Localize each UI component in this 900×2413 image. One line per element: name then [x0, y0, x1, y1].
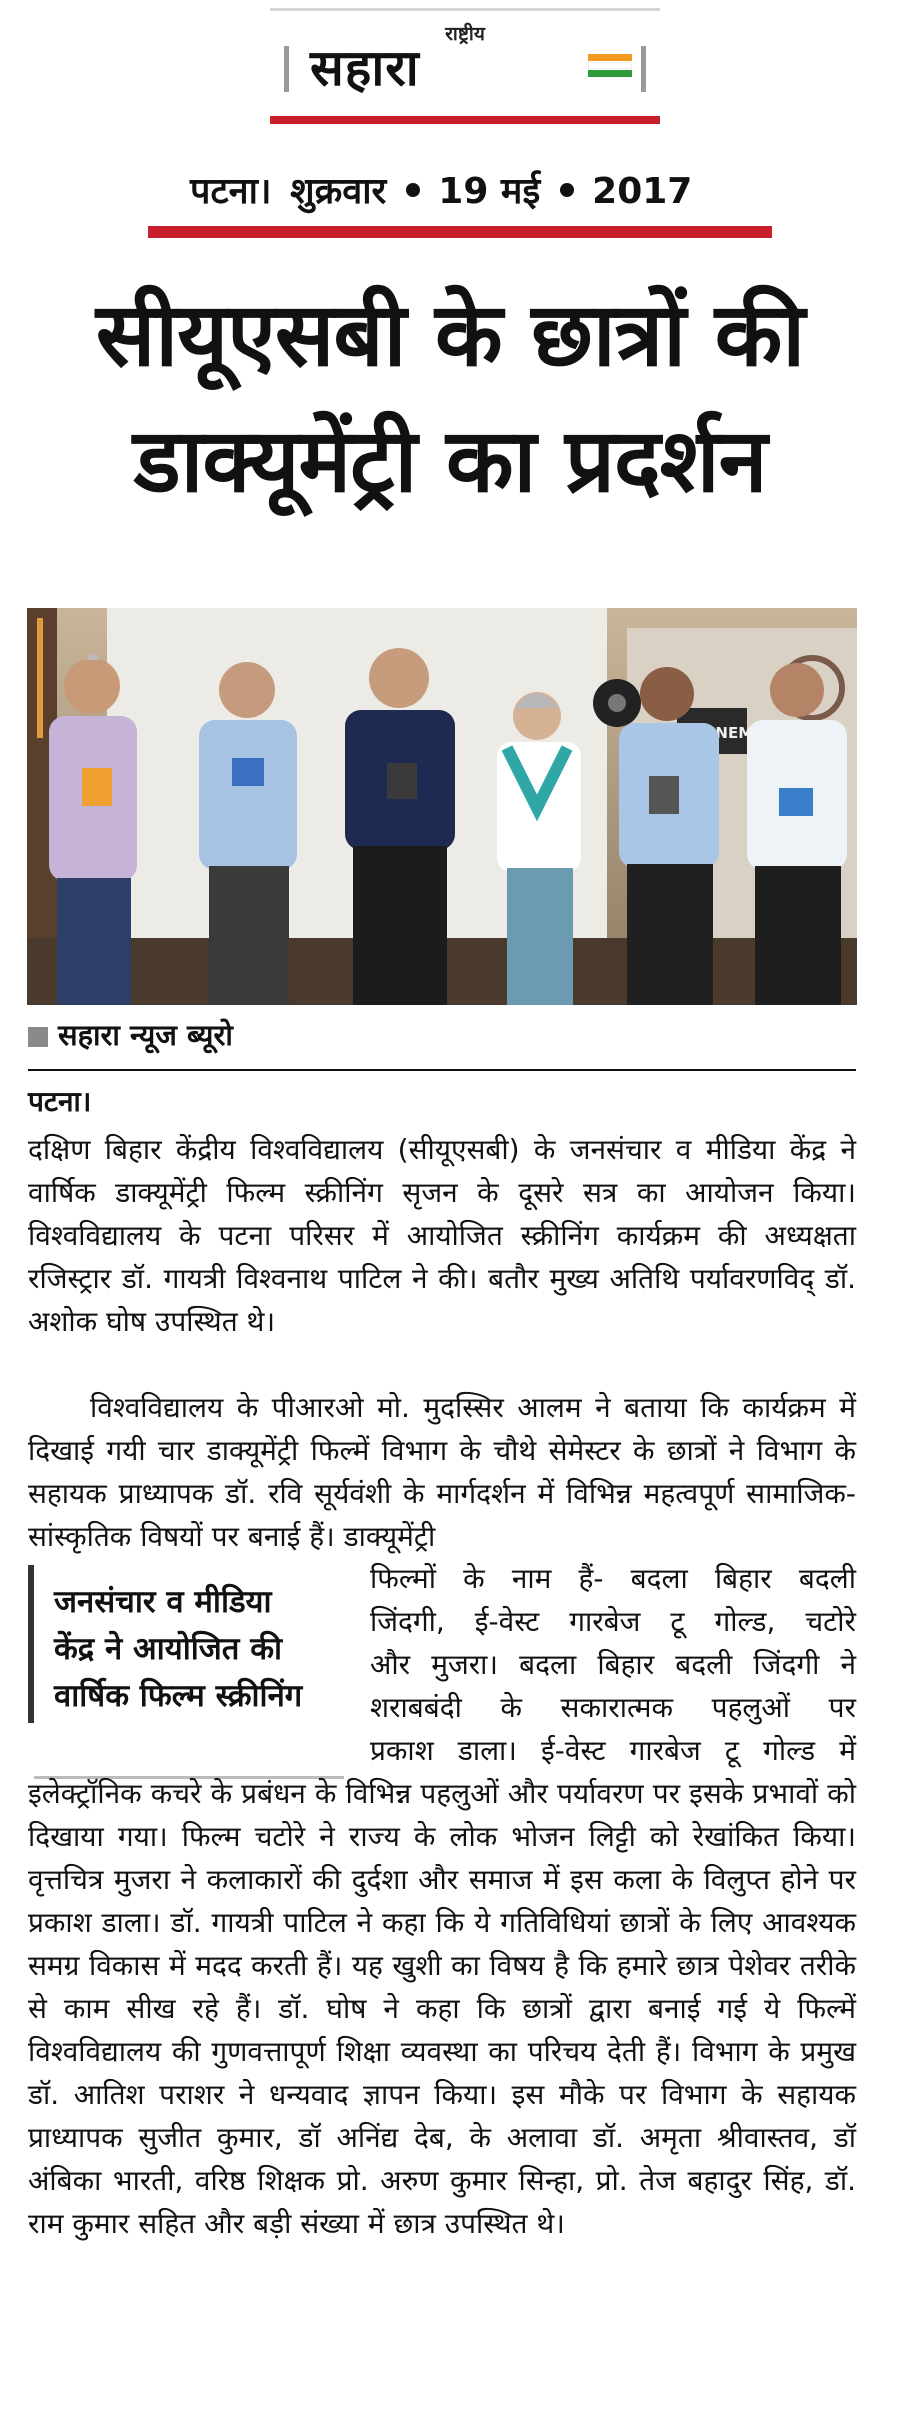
wrapped-line: फिल्मों के नाम हैं- बदला बिहार बदली [370, 1562, 856, 1595]
masthead-red-rule [270, 116, 660, 124]
masthead [270, 8, 660, 126]
dateline-city: पटना। [190, 171, 272, 212]
masthead-bar-right [641, 46, 646, 92]
masthead-prefix: राष्ट्रीय [445, 23, 485, 45]
flag-icon [588, 54, 632, 76]
bullet-icon [406, 183, 420, 197]
event-photo [27, 608, 857, 1005]
pull-quote-line-2: केंद्र ने आयोजित की [54, 1631, 283, 1667]
dateline-red-rule [148, 226, 772, 238]
wrapped-line: जिंदगी, ई-वेस्ट गारबेज टू गोल्ड, चटोरे [370, 1605, 856, 1638]
dateline [190, 165, 698, 214]
headline-line-2: डाक्यूमेंट्री का प्रदर्शन [133, 409, 767, 512]
pull-quote [28, 1565, 350, 1723]
story-dateline: पटना। [28, 1085, 92, 1118]
byline [28, 1015, 233, 1054]
event-photo-illustration [27, 608, 857, 1005]
pull-quote-line-1: जनसंचार व मीडिया [54, 1584, 272, 1620]
pull-quote-text [54, 1579, 302, 1720]
body-wrapped-lines [370, 1557, 856, 1772]
byline-text: सहारा न्यूज ब्यूरो [58, 1018, 233, 1052]
body-paragraph-2: विश्वविद्यालय के पीआरओ मो. मुदस्सिर आलम ने बताया कि कार्यक्रम में दिखाई गयी चार डाक्यूमेंट्री फिल्में विभाग के चौथे सेमेस्टर के छात्रों ने विभाग के सहायक प्राध्यापक डॉ. रवि सूर्यवंशी के मार्गदर्शन में विभिन्न महत्वपूर्ण सामाजिक-सांस्कृतिक विषयों पर बनाई हैं। डाक्यूमेंट्री [28, 1391, 856, 1553]
dateline-day: शुक्रवार [290, 171, 387, 212]
dateline-year: 2017 [592, 171, 693, 212]
headline-line-1: सीयूएसबी के छात्रों की [95, 283, 805, 386]
pull-quote-line-3: वार्षिक फिल्म स्क्रीनिंग [54, 1678, 303, 1714]
masthead-top-rule [270, 8, 660, 11]
body-paragraph-1: दक्षिण बिहार केंद्रीय विश्वविद्यालय (सीयूएसबी) के जनसंचार व मीडिया केंद्र ने वार्षिक डाक्यूमेंट्री फिल्म स्क्रीनिंग सृजन के दूसरे सत्र का आयोजन किया। विश्वविद्यालय के पटना परिसर में आयोजित स्क्रीनिंग कार्यक्रम की अध्यक्षता रजिस्ट्रार डॉ. गायत्री विश्वनाथ पाटिल ने की। बतौर मुख्य अतिथि पर्यावरणविद् डॉ. अशोक घोष उपस्थित थे। [28, 1133, 856, 1338]
body-paragraph-3: इलेक्ट्रॉनिक कचरे के प्रबंधन के विभिन्न पहलुओं और पर्यावरण पर इसके प्रभावों को दिखाया गया। फिल्म चटोरे ने राज्य के लोक भोजन लिट्टी को रेखांकित किया। वृत्तचित्र मुजरा ने कलाकारों की दुर्दशा और समाज में इस कला के विलुप्त होने पर प्रकाश डाला। डॉ. गायत्री पाटिल ने कहा कि ये गतिविधियां छात्रों के लिए आवश्यक समग्र विकास में मदद करती हैं। यह खुशी का विषय है कि हमारे छात्र पेशेवर तरीके से काम सीख रहे हैं। डॉ. घोष ने कहा कि छात्रों द्वारा बनाई गई ये फिल्में विश्वविद्यालय की गुणवत्तापूर्ण शिक्षा व्यवस्था का परिचय देती हैं। विभाग के प्रमुख डॉ. आतिश पराशर ने धन्यवाद ज्ञापन किया। इस मौके पर विभाग के सहायक प्राध्यापक सुजीत कुमार, डॉ अनिंद्य देब, के अलावा डॉ. अमृता श्रीवास्तव, डॉ अंबिका भारती, वरिष्ठ शिक्षक प्रो. अरुण कुमार सिन्हा, प्रो. तेज बहादुर सिंह, डॉ. राम कुमार सहित और बड़ी संख्या में छात्र उपस्थित थे। [28, 1777, 856, 2240]
wrapped-line: और मुजरा। बदला बिहार बदली जिंदगी ने [370, 1648, 856, 1681]
masthead-bar-left [284, 46, 289, 92]
byline-rule [28, 1069, 856, 1071]
dateline-date: 19 मई [438, 171, 541, 212]
banner-text: CINEMA [698, 724, 765, 742]
wrapped-line: शराबबंदी के सकारात्मक पहलुओं पर [370, 1691, 856, 1724]
bullet-icon [560, 183, 574, 197]
square-bullet-icon [28, 1027, 48, 1047]
headline [20, 272, 880, 524]
wrapped-line: प्रकाश डाला। ई-वेस्ट गारबेज टू गोल्ड में [370, 1734, 856, 1767]
masthead-logo-text: सहारा [310, 39, 420, 97]
